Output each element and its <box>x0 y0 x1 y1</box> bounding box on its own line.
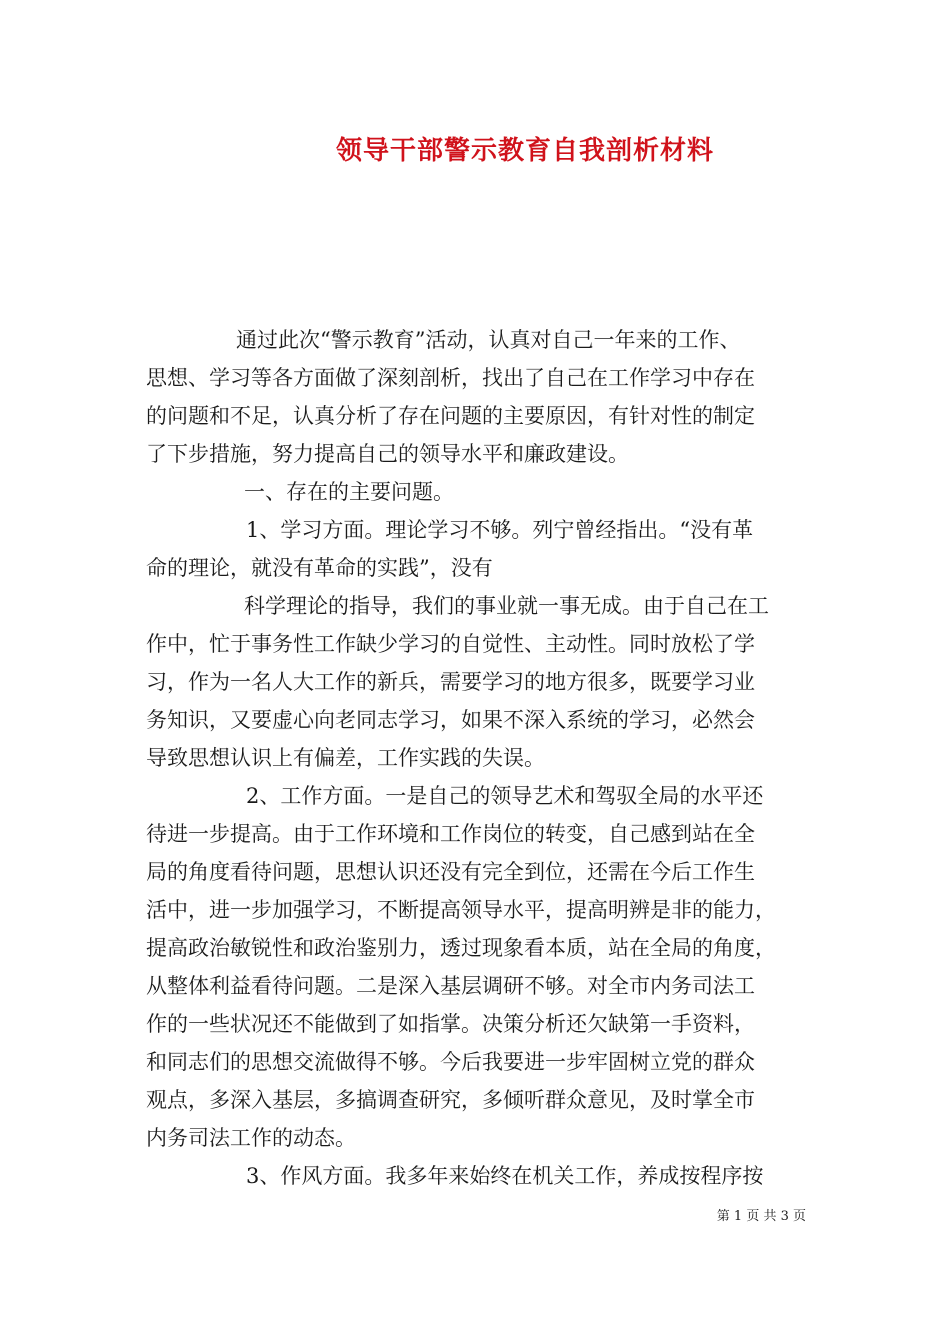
body-line: 内务司法工作的动态。 <box>146 1126 356 1150</box>
body-line: 作的一些状况还不能做到了如指掌。决策分析还欠缺第一手资料， <box>146 1012 755 1036</box>
document-title: 领导干部警示教育自我剖析材料 <box>335 136 714 166</box>
body-line: 2、工作方面。一是自己的领导艺术和驾驭全局的水平还 <box>246 784 764 808</box>
body-line: 命的理论，就没有革命的实践”，没有 <box>146 556 493 580</box>
body-line: 活中，进一步加强学习，不断提高领导水平，提高明辨是非的能力， <box>146 898 776 922</box>
body-line: 了下步措施，努力提高自己的领导水平和廉政建设。 <box>146 442 629 466</box>
body-line: 从整体利益看待问题。二是深入基层调研不够。对全市内务司法工 <box>146 974 755 998</box>
body-line: 通过此次“警示教育”活动，认真对自己一年来的工作、 <box>236 328 741 352</box>
body-line: 提高政治敏锐性和政治鉴别力，透过现象看本质，站在全局的角度， <box>146 936 776 960</box>
body-line: 作中，忙于事务性工作缺少学习的自觉性、主动性。同时放松了学 <box>146 632 755 656</box>
body-line: 科学理论的指导，我们的事业就一事无成。由于自己在工 <box>244 594 769 618</box>
body-line: 的问题和不足，认真分析了存在问题的主要原因，有针对性的制定 <box>146 404 755 428</box>
body-line: 务知识，又要虚心向老同志学习，如果不深入系统的学习，必然会 <box>146 708 755 732</box>
body-line: 待进一步提高。由于工作环境和工作岗位的转变，自己感到站在全 <box>146 822 755 846</box>
body-line: 习，作为一名人大工作的新兵，需要学习的地方很多，既要学习业 <box>146 670 755 694</box>
section-heading: 一、存在的主要问题。 <box>244 480 454 504</box>
body-line: 3、作风方面。我多年来始终在机关工作，养成按程序按 <box>246 1164 764 1188</box>
page-number: 第 1 页 共 3 页 <box>716 1209 806 1224</box>
body-line: 观点，多深入基层，多搞调查研究，多倾听群众意见，及时掌全市 <box>146 1088 755 1112</box>
body-line: 导致思想认识上有偏差，工作实践的失误。 <box>146 746 545 770</box>
body-line: 思想、学习等各方面做了深刻剖析，找出了自己在工作学习中存在 <box>146 366 755 390</box>
body-line: 和同志们的思想交流做得不够。今后我要进一步牢固树立党的群众 <box>146 1050 755 1074</box>
body-line: 1、学习方面。理论学习不够。列宁曾经指出。“没有革 <box>246 518 754 542</box>
body-line: 局的角度看待问题，思想认识还没有完全到位，还需在今后工作生 <box>146 860 755 884</box>
